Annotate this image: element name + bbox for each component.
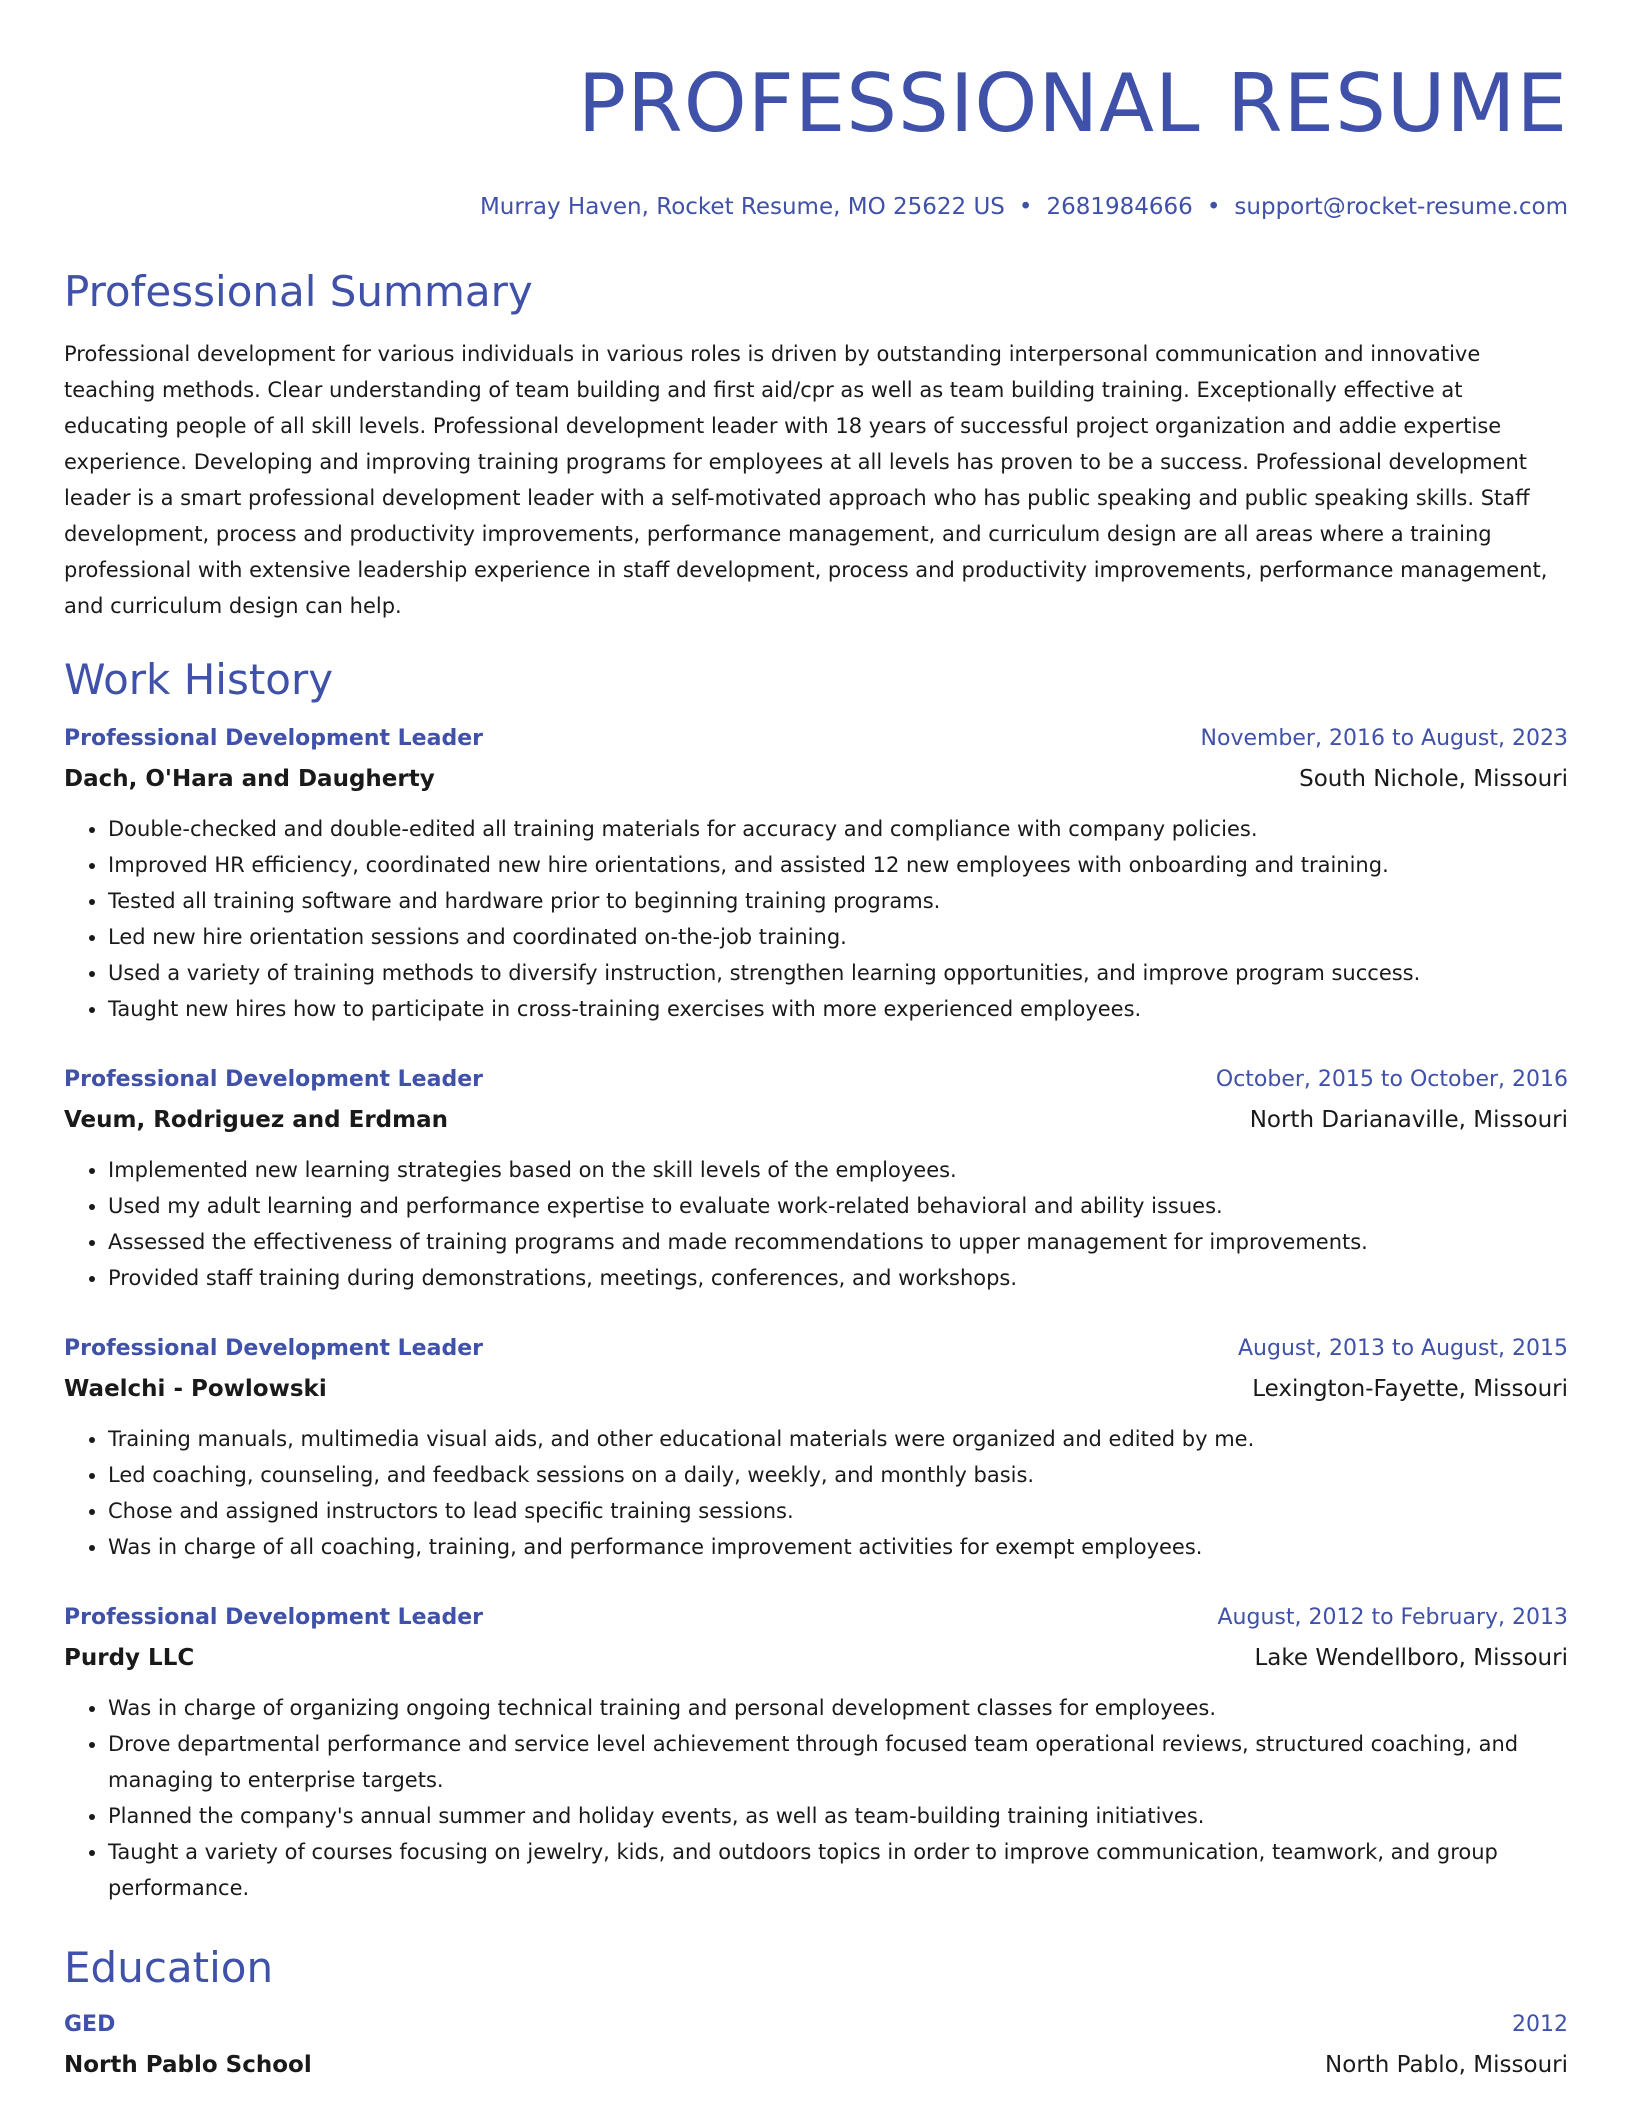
- job-header-row: [64, 724, 1568, 754]
- summary-section: [64, 264, 1568, 624]
- education-heading: Education: [64, 1943, 274, 1992]
- job-bullet: • Used my adult learning and performance expertise to evaluate work-related behavioral and ability issues.: [108, 1188, 1568, 1224]
- job-entry: [64, 1334, 1568, 1565]
- job-bullet: • Implemented new learning strategies based on the skill levels of the employees.: [108, 1152, 1568, 1188]
- job-company: Veum, Rodriguez and Erdman: [64, 1107, 449, 1133]
- job-title: Professional Development Leader: [64, 1067, 483, 1092]
- job-entry: [64, 1065, 1568, 1296]
- work-history-section: [64, 652, 1568, 1906]
- job-bullet: • Improved HR efficiency, coordinated new hire orientations, and assisted 12 new employees with onboarding and training.: [108, 847, 1568, 883]
- job-bullets: [64, 1152, 1568, 1296]
- job-company: Purdy LLC: [64, 1645, 195, 1671]
- contact-email: support@rocket-resume.com: [1234, 194, 1568, 220]
- job-bullet: • Drove departmental performance and service level achievement through focused team operational reviews, structured coaching, and managing to enterprise targets.: [108, 1726, 1568, 1798]
- job-location: Lake Wendellboro, Missouri: [1254, 1645, 1568, 1671]
- job-bullet: • Training manuals, multimedia visual aids, and other educational materials were organized and edited by me.: [108, 1421, 1568, 1457]
- education-entry: [64, 2010, 1568, 2080]
- job-location: South Nichole, Missouri: [1299, 766, 1568, 792]
- job-dates: November, 2016 to August, 2023: [1200, 726, 1568, 751]
- education-school: North Pablo School: [64, 2052, 312, 2078]
- job-dates: August, 2012 to February, 2013: [1217, 1605, 1568, 1630]
- education-section: [64, 1940, 1568, 2080]
- job-title: Professional Development Leader: [64, 726, 483, 751]
- job-company-row: [64, 754, 1568, 794]
- contact-phone: 2681984666: [1046, 194, 1193, 220]
- job-bullet: • Double-checked and double-edited all training materials for accuracy and compliance with company policies.: [108, 811, 1568, 847]
- job-bullet: • Led new hire orientation sessions and coordinated on-the-job training.: [108, 919, 1568, 955]
- job-dates: August, 2013 to August, 2015: [1238, 1336, 1568, 1361]
- job-location: North Darianaville, Missouri: [1249, 1107, 1568, 1133]
- job-bullets: [64, 811, 1568, 1027]
- summary-text: Professional development for various individuals in various roles is driven by outstanding interpersonal communication and innovative teaching methods. Clear understanding of team building and first aid/cpr as well as team building training. Exceptionally effective at educating people of all skill levels. Professional development leader with 18 years of successful project organization and addie expertise experience. Developing and improving training programs for employees at all levels has proven to be a success. Professional development leader is a smart professional development leader with a self-motivated approach who has public speaking and public speaking skills. Staff development, process and productivity improvements, performance management, and curriculum design are all areas where a training professional with extensive leadership experience in staff development, process and productivity improvements, performance management, and curriculum design can help.: [64, 342, 1548, 618]
- job-bullets: [64, 1421, 1568, 1565]
- contact-line: [64, 192, 1568, 222]
- summary-heading: Professional Summary: [64, 267, 533, 316]
- job-bullet: • Led coaching, counseling, and feedback sessions on a daily, weekly, and monthly basis.: [108, 1457, 1568, 1493]
- education-location: North Pablo, Missouri: [1325, 2052, 1568, 2078]
- job-bullet: • Planned the company's annual summer and holiday events, as well as team-building training initiatives.: [108, 1798, 1568, 1834]
- resume-header: [64, 56, 1568, 222]
- job-bullet: • Taught a variety of courses focusing on jewelry, kids, and outdoors topics in order to improve communication, teamwork, and group performance.: [108, 1834, 1568, 1906]
- education-year: 2012: [1512, 2012, 1568, 2037]
- job-dates: October, 2015 to October, 2016: [1215, 1067, 1568, 1092]
- contact-separator: •: [1206, 194, 1221, 220]
- job-company: Waelchi - Powlowski: [64, 1376, 327, 1402]
- job-header-row: [64, 1065, 1568, 1095]
- education-school-row: [64, 2040, 1568, 2080]
- job-company: Dach, O'Hara and Daugherty: [64, 766, 435, 792]
- contact-separator: •: [1018, 194, 1033, 220]
- job-bullet: • Was in charge of all coaching, training, and performance improvement activities for exempt employees.: [108, 1529, 1568, 1565]
- job-company-row: [64, 1364, 1568, 1404]
- contact-address: Murray Haven, Rocket Resume, MO 25622 US: [479, 194, 1005, 220]
- job-entry: [64, 724, 1568, 1027]
- job-bullet: • Chose and assigned instructors to lead specific training sessions.: [108, 1493, 1568, 1529]
- job-entry: [64, 1603, 1568, 1906]
- job-company-row: [64, 1633, 1568, 1673]
- job-bullet: • Provided staff training during demonstrations, meetings, conferences, and workshops.: [108, 1260, 1568, 1296]
- job-header-row: [64, 1603, 1568, 1633]
- education-degree: GED: [64, 2012, 116, 2037]
- job-bullets: [64, 1690, 1568, 1906]
- job-title: Professional Development Leader: [64, 1605, 483, 1630]
- job-bullet: • Taught new hires how to participate in cross-training exercises with more experienced employees.: [108, 991, 1568, 1027]
- job-company-row: [64, 1095, 1568, 1135]
- job-location: Lexington-Fayette, Missouri: [1252, 1376, 1568, 1402]
- job-title: Professional Development Leader: [64, 1336, 483, 1361]
- work-history-heading: Work History: [64, 655, 334, 704]
- page-title: PROFESSIONAL RESUME: [577, 57, 1568, 150]
- job-header-row: [64, 1334, 1568, 1364]
- job-bullet: • Tested all training software and hardware prior to beginning training programs.: [108, 883, 1568, 919]
- education-header-row: [64, 2010, 1568, 2040]
- job-bullet: • Assessed the effectiveness of training programs and made recommendations to upper management for improvements.: [108, 1224, 1568, 1260]
- job-bullet: • Used a variety of training methods to diversify instruction, strengthen learning opportunities, and improve program success.: [108, 955, 1568, 991]
- job-bullet: • Was in charge of organizing ongoing technical training and personal development classes for employees.: [108, 1690, 1568, 1726]
